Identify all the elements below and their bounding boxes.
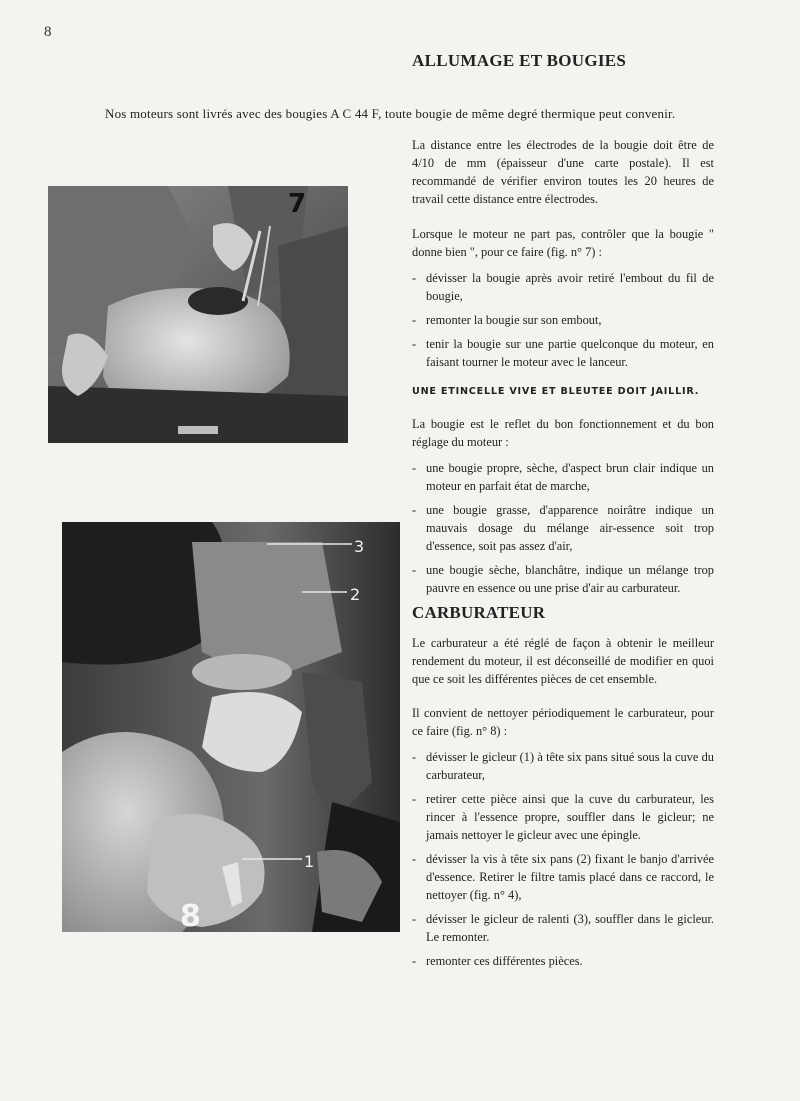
warning-etincelle: UNE ETINCELLE VIVE ET BLEUTEE DOIT JAILLIR. bbox=[412, 386, 700, 397]
figure-8-photo bbox=[62, 522, 400, 932]
list-item: - dévisser la bougie après avoir retiré l'embout du fil de bougie, bbox=[412, 271, 714, 303]
list-item: - tenir la bougie sur une partie quelconque du moteur, en faisant tourner le moteur avec le lanceur. bbox=[412, 337, 714, 369]
list-item: - dévisser le gicleur de ralenti (3), souffler dans le gicleur. Le remonter. bbox=[412, 912, 714, 944]
paragraph-moteur-ne-part-pas: Lorsque le moteur ne part pas, contrôler que la bougie " donne bien ", pour ce faire (fig. n° 7) : bbox=[412, 227, 714, 259]
list-item: - une bougie sèche, blanchâtre, indique un mélange trop pauvre en essence ou une prise d'air au carburateur. bbox=[412, 563, 714, 595]
list-item: - une bougie propre, sèche, d'aspect brun clair indique un moteur en parfait état de marche, bbox=[412, 461, 714, 493]
list-item: - remonter ces différentes pièces. bbox=[412, 954, 583, 968]
paragraph-reglage: Le carburateur a été réglé de façon à obtenir le meilleur rendement du moteur, il est déconseillé de modifier en quoi que ce soit les différentes pièces de cet ensemble. bbox=[412, 636, 714, 686]
list-etat-bougie bbox=[412, 459, 714, 597]
section-title-carburateur: CARBURATEUR bbox=[412, 603, 546, 622]
list-item: - une bougie grasse, d'apparence noirâtre indique un mauvais dosage du mélange air-essence soit trop d'essence, soit pas assez d'air, bbox=[412, 503, 714, 553]
figure-8-number: 8 bbox=[180, 899, 201, 932]
list-nettoyage-carburateur bbox=[412, 748, 714, 970]
paragraph-nettoyer: Il convient de nettoyer périodiquement le carburateur, pour ce faire (fig. n° 8) : bbox=[412, 706, 714, 738]
list-controle-bougie bbox=[412, 269, 714, 371]
list-item: - remonter la bougie sur son embout, bbox=[412, 313, 602, 327]
list-item: - dévisser le gicleur (1) à tête six pans situé sous la cuve du carburateur, bbox=[412, 750, 714, 782]
intro-text: Nos moteurs sont livrés avec des bougies A C 44 F, toute bougie de même degré thermique peut convenir. bbox=[105, 106, 676, 121]
page-number: 8 bbox=[44, 24, 52, 40]
figure-7-photo bbox=[48, 186, 348, 443]
figure-8-callout-3: 3 bbox=[354, 537, 365, 556]
figure-7-number: 7 bbox=[288, 189, 307, 219]
paragraph-reflet: La bougie est le reflet du bon fonctionnement et du bon réglage du moteur : bbox=[412, 417, 714, 449]
paragraph-electrodes: La distance entre les électrodes de la bougie doit être de 4/10 de mm (épaisseur d'une carte postale). Il est recommandé de vérifier environ toutes les 20 heures de travail cette distance entre électrodes. bbox=[412, 138, 714, 206]
section-title-allumage: ALLUMAGE ET BOUGIES bbox=[412, 51, 627, 70]
carburateur-column bbox=[412, 604, 714, 976]
figure-8-callout-1: 1 bbox=[304, 852, 315, 871]
allumage-column bbox=[412, 136, 714, 603]
figure-8-callout-2: 2 bbox=[350, 585, 361, 604]
list-item: - dévisser la vis à tête six pans (2) fixant le banjo d'arrivée d'essence. Retirer le filtre tamis placé dans ce raccord, le nettoyer (fig. n° 4), bbox=[412, 852, 714, 902]
list-item: - retirer cette pièce ainsi que la cuve du carburateur, les rincer à l'essence propre, souffler dans le gicleur; ne jamais nettoyer le gicleur avec une épingle. bbox=[412, 792, 714, 842]
